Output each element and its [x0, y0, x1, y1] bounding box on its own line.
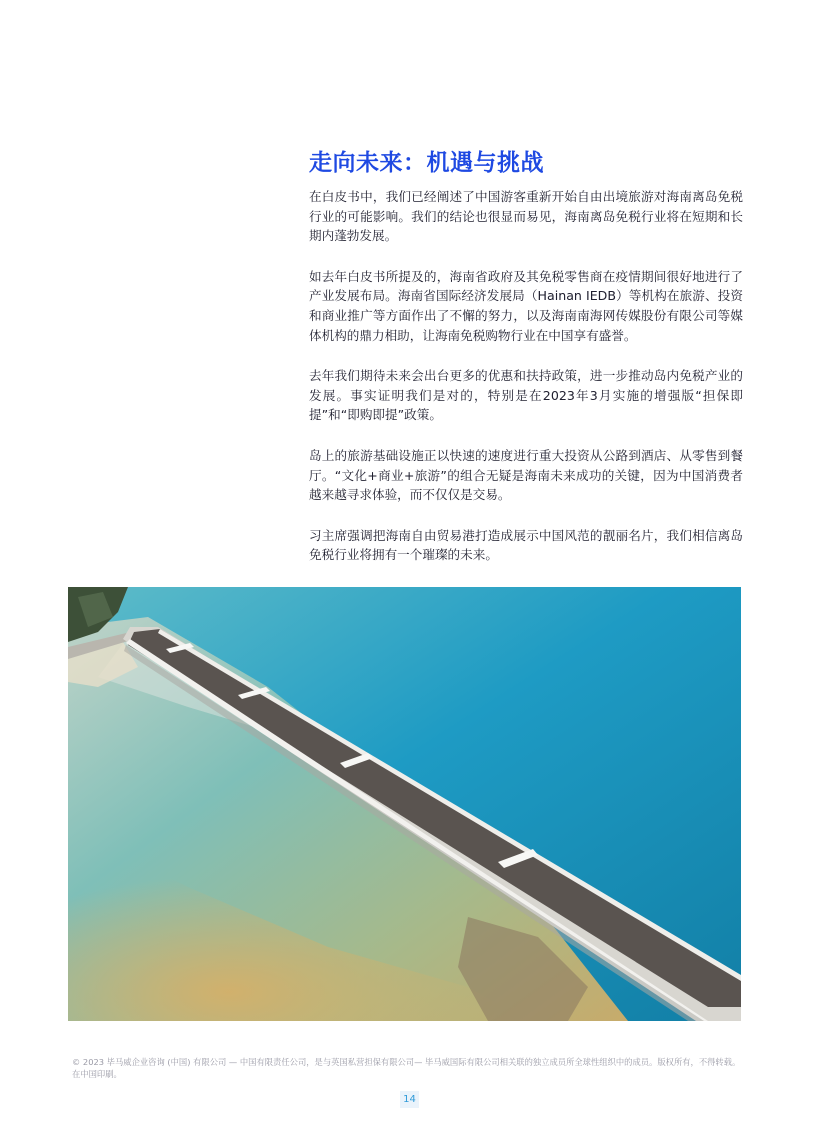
paragraph-1: 在白皮书中，我们已经阐述了中国游客重新开始自由出境旅游对海南离岛免税行业的可能影响。我们的结论也很显而易见，海南离岛免税行业将在短期和长期内蓬勃发展。 [309, 189, 743, 244]
body-text [309, 187, 743, 586]
paragraph-3: 去年我们期待未来会出台更多的优惠和扶持政策，进一步推动岛内免税产业的发展。事实证明我们是对的，特别是在2023年3月实施的增强版“担保即提”和“即购即提”政策。 [309, 368, 743, 423]
paragraph-2: 如去年白皮书所提及的，海南省政府及其免税零售商在疫情期间很好地进行了产业发展布局。海南省国际经济发展局（Hainan IEDB）等机构在旅游、投资和商业推广等方面作出了不懈的努力，以及海南南海网传媒股份有限公司等媒体机构的鼎力相助，让海南免税购物行业在中国享有盛誉。 [309, 268, 743, 343]
paragraph-4: 岛上的旅游基础设施正以快速的速度进行重大投资从公路到酒店、从零售到餐厅。“文化+商业+旅游”的组合无疑是海南未来成功的关键，因为中国消费者越来越寻求体验，而不仅仅是交易。 [309, 447, 743, 503]
section-heading: 走向未来：机遇与挑战 [309, 150, 544, 176]
bridge-over-sea-photo [68, 587, 741, 1021]
page-number: 14 [400, 1091, 419, 1108]
copyright-note: © 2023 毕马威企业咨询 (中国) 有限公司 — 中国有限责任公司，是与英国私营担保有限公司— 毕马威国际有限公司相关联的独立成员所全球性组织中的成员。版权所有，不得转载。在中国印刷。 [72, 1057, 741, 1079]
paragraph-5: 习主席强调把海南自由贸易港打造成展示中国风范的靓丽名片，我们相信离岛免税行业将拥有一个璀璨的未来。 [309, 527, 743, 563]
